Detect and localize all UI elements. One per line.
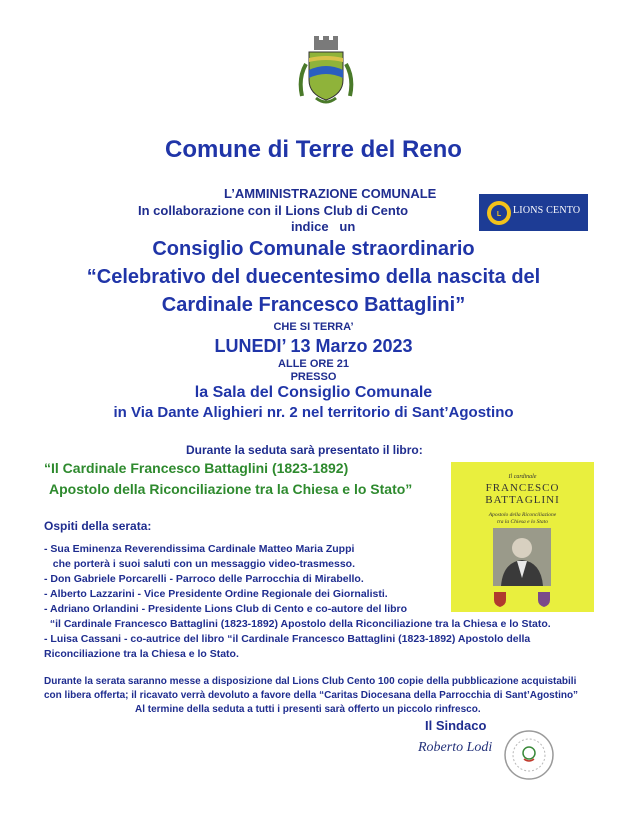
- note-line1: Durante la serata saranno messe a disposizione dal Lions Club Cento 100 copie della pubblicazione acquistabili: [44, 676, 577, 687]
- guest-line: “il Cardinale Francesco Battaglini (1823-1892) Apostolo della Riconciliazione tra la Chiesa e lo Stato.: [44, 618, 551, 630]
- guest-line: - Alberto Lazzarini - Vice Presidente Ordine Regionale dei Giornalisti.: [44, 588, 388, 600]
- coat-of-arms-icon: [491, 590, 509, 608]
- guest-line: - Luisa Cassani - co-autrice del libro “il Cardinale Francesco Battaglini (1823-1892) Apostolo della: [44, 633, 531, 645]
- event-subtitle-line2: Cardinale Francesco Battaglini”: [161, 294, 466, 316]
- cover-title-big2: BATTAGLINI: [485, 494, 560, 506]
- event-subtitle-line1: “Celebrativo del duecentesimo della nascita del: [86, 266, 541, 288]
- admin-heading: L’AMMINISTRAZIONE COMUNALE: [224, 186, 437, 201]
- event-time: ALLE ORE 21: [278, 358, 349, 370]
- guest-line: - Sua Eminenza Reverendissima Cardinale Matteo Maria Zuppi: [44, 543, 355, 555]
- guest-line: che porterà i suoi saluti con un messaggio video-trasmesso.: [44, 558, 356, 570]
- cardinal-arms-icon: [535, 590, 553, 608]
- signature-name: Roberto Lodi: [418, 740, 493, 755]
- book-title-line1: “Il Cardinale Francesco Battaglini (1823-1892): [44, 460, 349, 476]
- che-si-terra: CHE SI TERRA’: [273, 321, 354, 333]
- svg-text:L: L: [496, 211, 502, 218]
- book-cover-image: [451, 462, 594, 612]
- guest-line: Riconciliazione tra la Chiesa e lo Stato.: [44, 648, 239, 660]
- lions-emblem-icon: [486, 200, 512, 226]
- indice-line: indice un: [291, 219, 356, 234]
- event-address: in Via Dante Alighieri nr. 2 nel territorio di Sant’Agostino: [113, 404, 514, 421]
- lions-logo-text: LIONS CENTO: [513, 205, 581, 216]
- cardinal-portrait-icon: [493, 528, 551, 586]
- guest-line: - Adriano Orlandini - Presidente Lions Club di Cento e co-autore del libro: [44, 603, 408, 615]
- event-venue: la Sala del Consiglio Comunale: [194, 384, 433, 401]
- book-intro: Durante la seduta sarà presentato il libro:: [186, 443, 423, 457]
- municipal-crest-icon: [296, 34, 356, 108]
- cover-title-big1: FRANCESCO: [485, 482, 560, 494]
- cover-title-small: Il cardinale: [508, 474, 537, 480]
- event-date: LUNEDI’ 13 Marzo 2023: [214, 336, 413, 356]
- signature-role: Il Sindaco: [425, 718, 487, 733]
- cover-sub2: tra la Chiesa e lo Stato: [497, 519, 548, 525]
- note-line2: con libera offerta; il ricavato verrà devoluto a favore della “Caritas Diocesana della Parrocchia di Sant’Agostino”: [44, 690, 579, 701]
- book-title-line2: Apostolo della Riconciliazione tra la Chiesa e lo Stato”: [49, 481, 413, 497]
- guests-heading: Ospiti della serata:: [44, 519, 152, 533]
- presso-label: PRESSO: [290, 371, 337, 383]
- ambassador-seal-icon: [503, 729, 555, 781]
- note-line3: Al termine della seduta a tutti i presenti sarà offerto un piccolo rinfresco.: [135, 704, 481, 715]
- guest-line: - Don Gabriele Porcarelli - Parroco delle Parrocchia di Mirabello.: [44, 573, 364, 585]
- collaboration-line: In collaborazione con il Lions Club di Cento: [138, 203, 409, 218]
- page-title: Comune di Terre del Reno: [165, 136, 462, 163]
- cover-sub1: Apostolo della Riconciliazione: [488, 512, 557, 518]
- event-name: Consiglio Comunale straordinario: [152, 238, 475, 260]
